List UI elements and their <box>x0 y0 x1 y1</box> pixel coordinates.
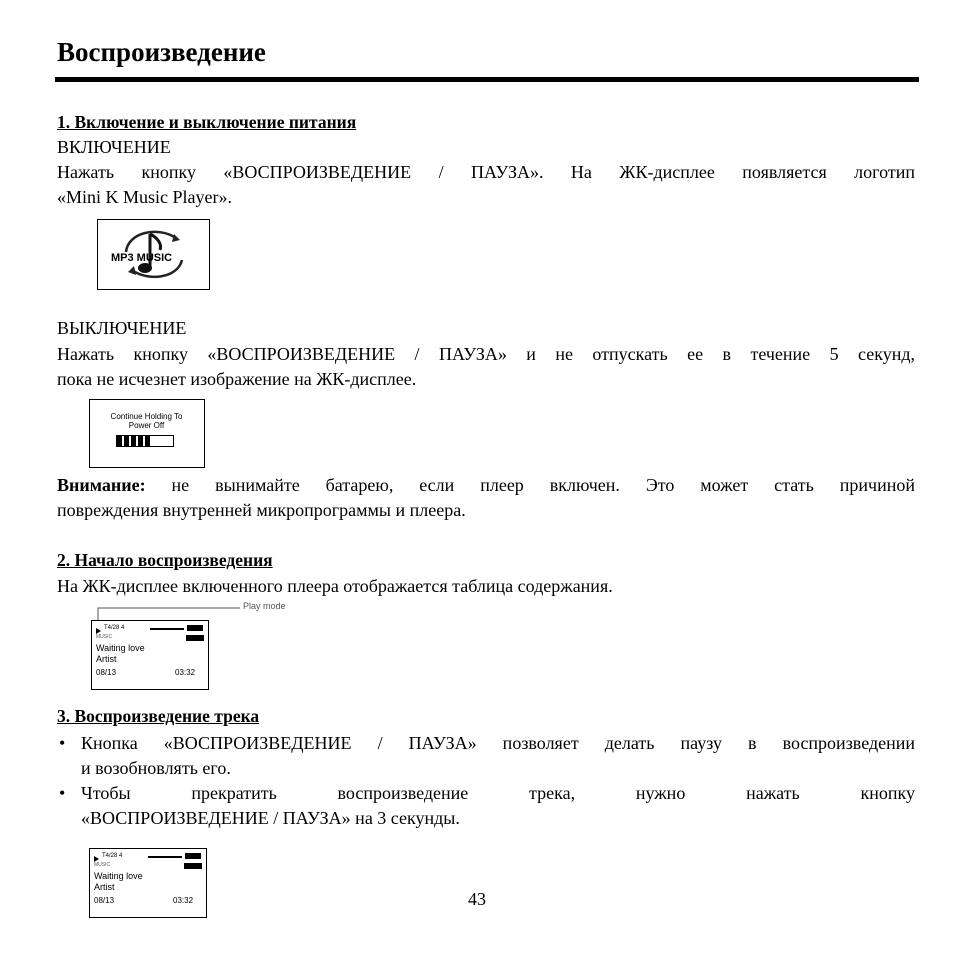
bullet1-line2: и возобновлять его. <box>81 758 231 778</box>
power-on-label: ВКЛЮЧЕНИЕ <box>57 137 171 157</box>
warning-line2: повреждения внутренней микропрограммы и плеера. <box>57 500 466 520</box>
bullet2-line2: «ВОСПРОИЗВЕДЕНИЕ / ПАУЗА» на 3 секунды. <box>81 808 460 828</box>
warning-text: не вынимайте батарею, если плеер включен. Это может стать причиной <box>145 475 915 495</box>
screen-top-code: T4/28 4 <box>104 625 125 631</box>
section1-heading: 1. Включение и выключение питания <box>57 112 357 132</box>
bullet1-line1: Кнопка «ВОСПРОИЗВЕДЕНИЕ / ПАУЗА» позволяет делать паузу в воспроизведении <box>81 733 915 753</box>
bullet2-line1: Чтобы прекратить воспроизведение трека, нужно нажать кнопку <box>81 783 915 803</box>
screen-artist: Artist <box>94 882 115 892</box>
page-number: 43 <box>468 889 486 909</box>
page-title: Воспроизведение <box>57 37 266 67</box>
player-screen <box>91 620 209 690</box>
screen-mode: MUSIC <box>96 634 113 640</box>
section2-text: На ЖК-дисплее включенного плеера отображается таблица содержания. <box>57 576 613 596</box>
play-mode-icon <box>186 635 204 641</box>
battery-icon <box>185 853 201 859</box>
section3-heading: 3. Воспроизведение трека <box>57 706 260 726</box>
power-on-text-line2: «Mini K Music Player». <box>57 187 232 207</box>
power-off-screen <box>89 399 205 468</box>
screen-song: Waiting love <box>96 643 145 653</box>
screen-track: 08/13 <box>96 668 117 677</box>
warning-line1 <box>57 473 915 498</box>
mp3-music-logo-icon <box>98 220 208 288</box>
bullet-item <box>57 731 915 781</box>
title-rule <box>55 77 919 82</box>
power-on-text-line1: Нажать кнопку «ВОСПРОИЗВЕДЕНИЕ / ПАУЗА». На ЖК-дисплее появляется логотип <box>57 162 915 182</box>
screen-artist: Artist <box>96 654 117 664</box>
logo-screen <box>97 219 210 290</box>
power-off-label: ВЫКЛЮЧЕНИЕ <box>57 318 187 338</box>
power-off-screen-line2: Power Off <box>128 421 165 430</box>
screen-track: 08/13 <box>94 896 115 905</box>
power-off-progress-fill <box>117 436 151 446</box>
warning-label: Внимание: <box>57 475 146 495</box>
screen-song: Waiting love <box>94 871 143 881</box>
screen-time: 03:32 <box>173 896 194 905</box>
bullet-item <box>57 781 915 831</box>
play-mode-callout-label: Play mode <box>243 601 286 611</box>
play-mode-icon <box>184 863 202 869</box>
bullet-dot: • <box>59 733 66 753</box>
screen-top-code: T4/28 4 <box>102 853 123 859</box>
power-off-progress-bar <box>116 435 174 447</box>
volume-bar <box>150 628 184 630</box>
power-off-screen-line1: Continue Holding To <box>110 412 183 421</box>
section2-heading: 2. Начало воспроизведения <box>57 550 273 570</box>
player-screen-2 <box>89 848 207 918</box>
bullet-dot: • <box>59 783 66 803</box>
screen-time: 03:32 <box>175 668 196 677</box>
battery-icon <box>187 625 203 631</box>
logo-text: MP3 MUSIC <box>111 252 173 264</box>
power-off-text-line2: пока не исчезнет изображение на ЖК-дисплее. <box>57 369 417 389</box>
volume-bar <box>148 856 182 858</box>
power-off-text-line1: Нажать кнопку «ВОСПРОИЗВЕДЕНИЕ / ПАУЗА» и не отпускать ее в течение 5 секунд, <box>57 344 915 364</box>
screen-mode: MUSIC <box>94 862 111 868</box>
section3-bullets <box>57 731 915 831</box>
